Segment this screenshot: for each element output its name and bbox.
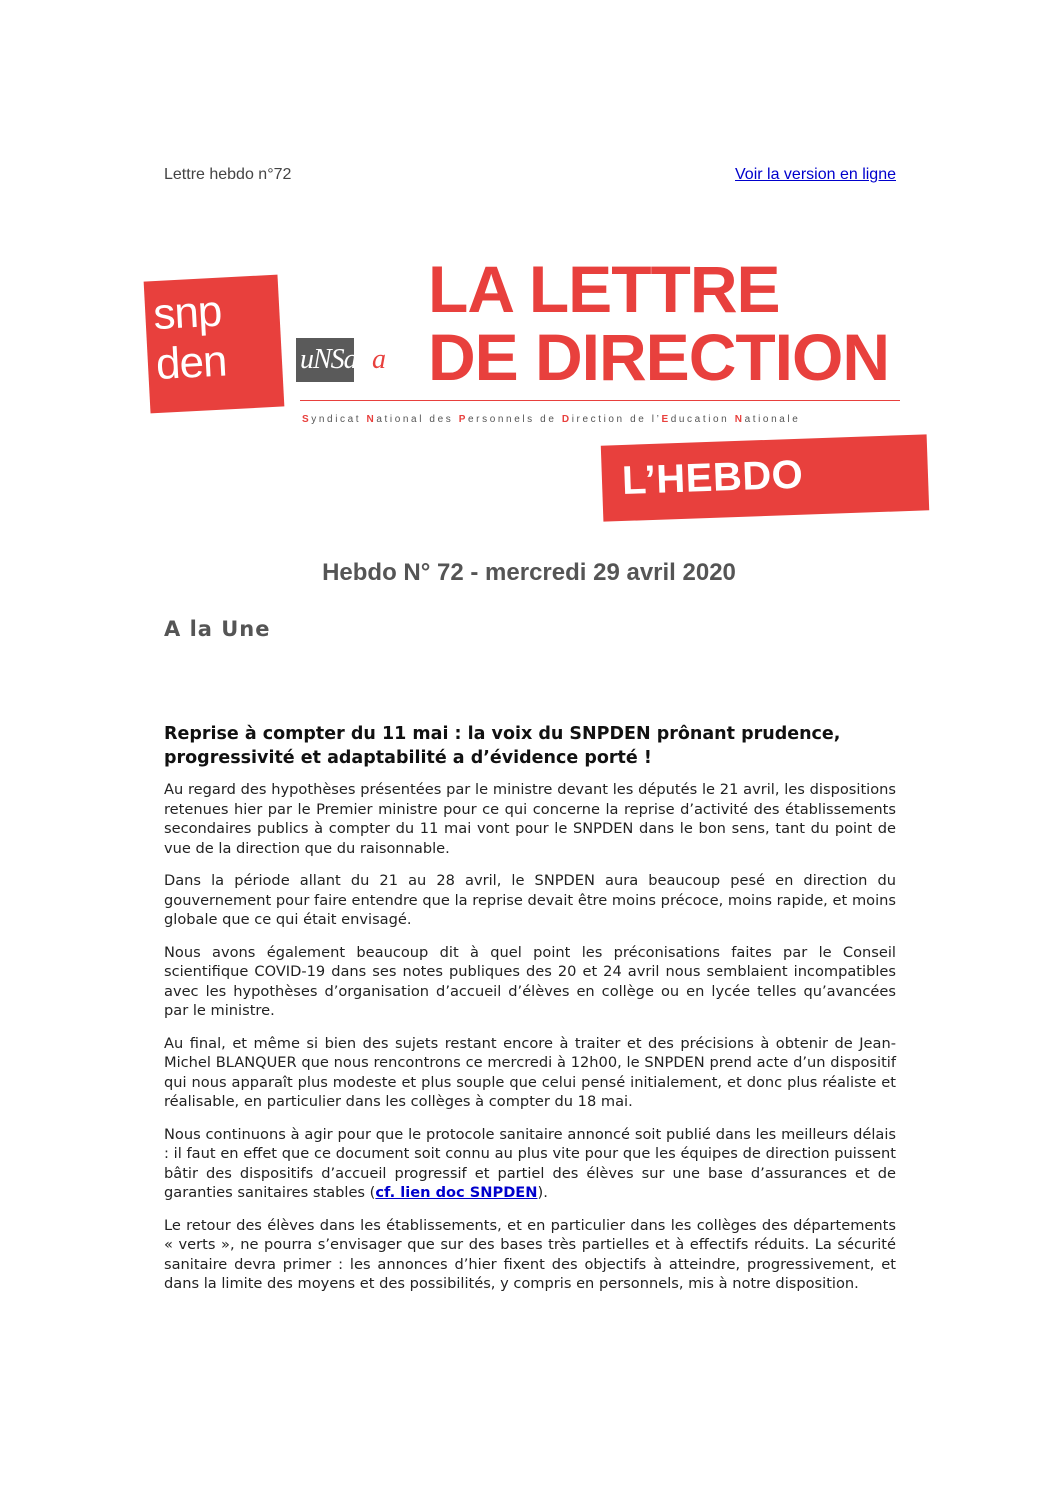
syndicat-word: ducation xyxy=(670,414,735,425)
syndicat-word: ersonnels de xyxy=(468,414,562,425)
article-paragraph xyxy=(164,1125,896,1203)
issue-title: Hebdo N° 72 - mercredi 29 avril 2020 xyxy=(322,559,736,586)
syndicat-subtitle xyxy=(302,414,902,425)
top-bar xyxy=(164,166,896,190)
paragraph-text: Nous continuons à agir pour que le protocole sanitaire annoncé soit publié dans les meilleurs délais : il faut en effet que ce document soit connu au plus vite pour que les équipes de direction puissent bâtir des dispositifs d’accueil progressif et partiel des élèves sur une base d’assurances et de garanties sanitaires stables ( xyxy=(164,1125,896,1201)
article-paragraph: Dans la période allant du 21 au 28 avril, le SNPDEN aura beaucoup pesé en direction du gouvernement pour faire entendre que la reprise devait être moins précoce, moins rapide, et moins globale que ce qui était envisagé. xyxy=(164,872,896,928)
article-paragraph: Au regard des hypothèses présentées par le ministre devant les députés le 21 avril, les dispositions retenues hier par le Premier ministre pour ce qui concerne la reprise d’activité des établissements secondaires publics à compter du 11 mai vont pour le SNPDEN dans le bon sens, tant du point de vue de la direction que du raisonnable. xyxy=(164,781,896,857)
syndicat-word: irection de l’ xyxy=(571,414,662,425)
syndicat-initial: N xyxy=(366,414,377,425)
article-paragraph: Nous avons également beaucoup dit à quel point les préconisations faites par le Conseil scientifique COVID-19 dans ses notes publiques des 20 et 24 avril nous semblaient incompatibles avec les hypothèses d’organisation d’accueil d’élèves en collège ou en lycée telles qu’avancées par le ministre. xyxy=(164,943,896,1019)
logo-den-text: den xyxy=(154,336,228,390)
masthead-title xyxy=(428,252,908,394)
masthead-line-2: DE DIRECTION xyxy=(428,320,890,394)
article xyxy=(164,722,896,1307)
snpden-doc-link[interactable]: cf. lien doc SNPDEN xyxy=(375,1184,538,1201)
syndicat-word: ational des xyxy=(376,414,459,425)
article-title: Reprise à compter du 11 mai : la voix du SNPDEN prônant prudence, progressivité et adaptabilité a d’évidence porté ! xyxy=(164,724,841,768)
unsa-logo xyxy=(296,338,400,382)
unsa-logo-accent: a xyxy=(372,344,386,375)
hebdo-badge-text: L’HEBDO xyxy=(621,452,804,503)
online-version-link[interactable]: Voir la version en ligne xyxy=(735,166,896,183)
unsa-logo-text: uNSa xyxy=(300,344,357,375)
masthead-line-1: LA LETTRE xyxy=(428,252,780,326)
article-paragraph: Au final, et même si bien des sujets restant encore à traiter et des précisions à obtenir de Jean-Michel BLANQUER que nous rencontrons ce mercredi à 12h00, le SNPDEN prend acte d’un dispositif qui nous apparaît plus modeste et plus souple que celui pensé initialement, et donc plus réaliste et réalisable, en particulier dans les collèges à compter du 18 mai. xyxy=(164,1034,896,1110)
newsletter-number: Lettre hebdo n°72 xyxy=(164,166,292,183)
article-paragraph: Le retour des élèves dans les établissements, et en particulier dans les collèges des départements « verts », ne pourra s’envisager que sur des bases très partielles et à effectifs réduits. La sécurité sanitaire devra primer : les annonces d’hier fixent des objectifs à atteindre, progressivement, et dans la limite des moyens et des possibilités, y compris en personnels, mis à notre disposition. xyxy=(164,1216,896,1292)
masthead-divider xyxy=(300,400,900,401)
section-title: A la Une xyxy=(164,617,271,641)
syndicat-word: ationale xyxy=(744,414,801,425)
hebdo-badge xyxy=(601,434,929,521)
snpden-logo xyxy=(144,275,285,414)
syndicat-initial: N xyxy=(734,414,745,425)
paragraph-text: ). xyxy=(537,1184,548,1201)
syndicat-initial: S xyxy=(302,414,312,425)
syndicat-initial: E xyxy=(661,414,671,425)
logo-snp-text: snp xyxy=(152,286,223,340)
syndicat-initial: P xyxy=(458,414,469,425)
syndicat-initial: D xyxy=(561,414,572,425)
syndicat-word: yndicat xyxy=(311,414,367,425)
